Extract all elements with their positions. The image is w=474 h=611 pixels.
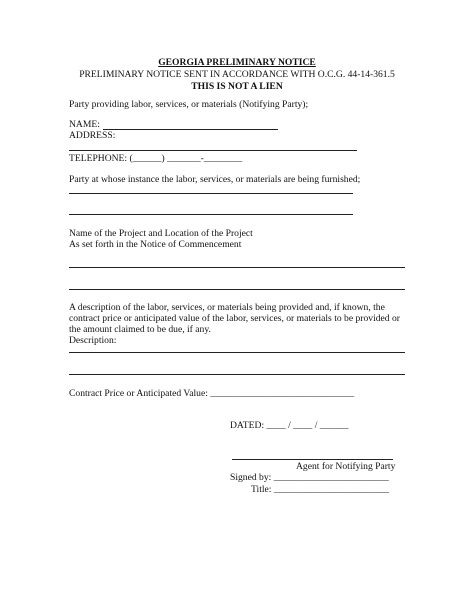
instance-party-line-2 [69,214,353,215]
project-label-line-2: As set forth in the Notice of Commencement [69,239,242,250]
description-line-2 [69,374,405,375]
name-line [103,129,278,130]
dated-field: DATED: ____ / ____ / ______ [230,420,349,431]
agent-label: Agent for Notifying Party [296,461,396,472]
description-label: Description: [69,335,117,346]
title-field: Title: ________________________ [251,484,389,495]
telephone-field: TELEPHONE: (______) _______-________ [69,153,243,164]
project-label-line-1: Name of the Project and Location of the Project [69,228,253,239]
form-subtitle: PRELIMINARY NOTICE SENT IN ACCORDANCE WITH O.C.G. 44-14-361.5 [79,69,395,80]
instance-party-line-1 [69,193,353,194]
instance-party-label: Party at whose instance the labor, services, or materials are being furnished; [69,174,361,185]
agent-signature-line [232,459,393,460]
description-text-line-1: A description of the labor, services, or materials being provided and, if known, the [69,302,385,313]
not-a-lien-notice: THIS IS NOT A LIEN [191,81,283,92]
contract-price-field: Contract Price or Anticipated Value: ______________________________ [69,388,355,399]
description-text-line-2: contract price or anticipated value of the labor, services, or materials to be provided or [69,313,400,324]
name-label: NAME: [69,119,100,130]
signed-by-field: Signed by: ________________________ [230,472,389,483]
description-text-line-3: the amount claimed to be due, if any. [69,324,211,335]
address-label: ADDRESS: [69,130,116,141]
description-line-1 [69,352,405,353]
address-line [69,150,357,151]
project-line-2 [69,289,405,290]
form-title: GEORGIA PRELIMINARY NOTICE [158,57,316,68]
notifying-party-label: Party providing labor, services, or materials (Notifying Party); [69,99,309,110]
project-line-1 [69,267,405,268]
